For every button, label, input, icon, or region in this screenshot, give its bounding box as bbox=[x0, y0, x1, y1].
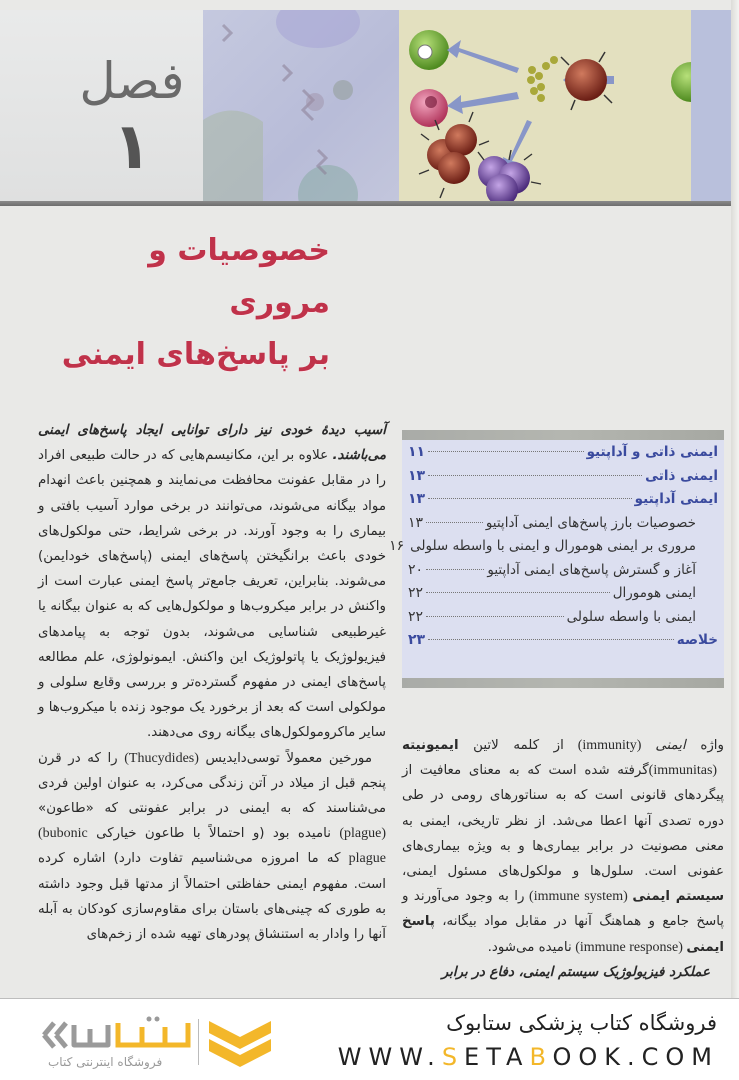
logo-subtitle: فروشگاه اینترنتی کتاب bbox=[48, 1055, 163, 1069]
latin-term: (immunity) bbox=[563, 738, 656, 753]
italic-term: ایمنی bbox=[655, 738, 686, 753]
toc-leader-dots bbox=[428, 498, 632, 499]
toc-item[interactable] bbox=[408, 609, 718, 633]
url-text: ETA bbox=[464, 1043, 530, 1071]
body-text: علاوه بر این، مکانیسم‌هایی که در حالت طبیعی افراد را در مقابل عفونت محافظت می‌نمایند و همچنین باعث انهدام مواد بیگانه می‌شوند، می‌توانند در برخی موارد آسیب بافتی و بیماری را به وجود آورند. در برخی شرایط، حتی مولکول‌های خودی باعث برانگیختن پاسخ‌های ایمنی (پاسخ‌های خودایمن) می‌شوند. بنابراین، تعریف جامع‌تر پاسخ ایمنی عبارت است از واکنش در برابر میکروب‌ها و مولکول‌هایی که به عنوان بیگانه یا غیرطبیعی شناسایی می‌شوند، بدون توجه به پیامدهای فیزیولوژیک یا پاتولوژیک این واکنش. ایمونولوژی، علم مطالعه پاسخ‌های ایمنی در مفهوم گسترده‌تر و بررسی وقایع سلولی و مولکولی است که بعد از برخورد یک موجود زنده با میکروب‌ها و سایر ماکرومولکول‌های بیگانه روی می‌دهند. bbox=[37, 448, 386, 741]
toc-item-label: آغاز و گسترش پاسخ‌های ایمنی آداپتیو bbox=[487, 561, 696, 578]
chapter-number: ۱ bbox=[112, 110, 152, 184]
chapter-title bbox=[60, 225, 330, 381]
url-highlight: B bbox=[529, 1043, 553, 1071]
store-url[interactable] bbox=[338, 1043, 719, 1071]
toc-item-page: ۱۶ bbox=[389, 538, 405, 554]
body-text: از کلمه لاتین bbox=[458, 738, 564, 753]
toc-item-label: ایمنی ذاتی و آداپتیو bbox=[586, 444, 718, 460]
paragraph bbox=[402, 960, 724, 985]
faded-cells-icon bbox=[203, 10, 399, 203]
toc-item-label: ایمنی با واسطه سلولی bbox=[566, 608, 696, 625]
emphasis-text: آسیب دیدهٔ خودی نیز دارای توانایی ایجاد پاسخ‌های ایمنی می‌باشند. bbox=[38, 423, 386, 464]
emphasis-text: عملکرد فیزیولوژیک سیستم ایمنی، دفاع در برابر bbox=[441, 964, 710, 980]
url-highlight: S bbox=[441, 1043, 465, 1071]
toc-leader-dots bbox=[428, 639, 674, 640]
toc-item[interactable] bbox=[408, 444, 718, 468]
chapter-contents-box bbox=[389, 430, 724, 688]
toc-item-page: ۲۰ bbox=[408, 561, 424, 578]
bold-term: ایمیونیته bbox=[402, 738, 459, 753]
latin-term: (plague) bbox=[339, 826, 386, 842]
toc-item[interactable] bbox=[408, 632, 718, 656]
url-text: OOK.COM bbox=[552, 1043, 719, 1071]
toc-item-page: ۲۲ bbox=[408, 608, 424, 625]
toc-item[interactable] bbox=[408, 562, 718, 586]
toc-item-page: ۱۳ bbox=[408, 514, 424, 531]
immune-cells-diagram-icon bbox=[399, 10, 691, 203]
body-text: مورخین معمولاً توسی‌دایدیس bbox=[198, 750, 373, 766]
chapter-title-line1: خصوصیات و مروری bbox=[148, 233, 330, 320]
toc-item-label: ایمنی آداپتیو bbox=[634, 491, 718, 507]
bold-term: سیستم ایمنی bbox=[632, 889, 724, 905]
body-text: را به وجود می‌آورند و پاسخ جامع و هماهنگ آنها در مقابل مواد بیگانه، bbox=[402, 889, 724, 930]
cell-illustration-faded bbox=[203, 10, 399, 203]
immune-response-illustration bbox=[399, 10, 691, 203]
toc-item[interactable] bbox=[389, 538, 718, 562]
toc-item-page: ۲۳ bbox=[408, 632, 426, 648]
chapter-title-line2: بر پاسخ‌های ایمنی bbox=[61, 337, 330, 372]
body-text: را که در قرن پنجم قبل از میلاد در آتن زندگی می‌کرد، به عنوان اولین فردی می‌شناسند که به ایمنی در برابر عفونتی که «طاعون» bbox=[38, 750, 386, 817]
toc-item[interactable] bbox=[408, 468, 718, 492]
url-text: WWW. bbox=[337, 1043, 442, 1071]
body-text: نامیده می‌شود. bbox=[487, 939, 572, 955]
body-column-left bbox=[38, 418, 386, 947]
page-edge bbox=[731, 0, 739, 998]
body-text: واژه bbox=[685, 738, 724, 753]
body-text: که ما امروزه می‌شناسیم تفاوت دارد) اشاره کرده است. مفهوم ایمنی حفاظتی احتمالاً از مدتها قبل وجود داشته به طوری که چینی‌های باستان برای مقاوم‌سازی کودکان به آبله آنها را وادار به استنشاق پودرهای تهیه شده از زخم‌های bbox=[38, 851, 386, 943]
latin-term: (immune response) bbox=[571, 939, 687, 955]
toc-item[interactable] bbox=[408, 491, 718, 515]
toc-item-label: خلاصه bbox=[676, 632, 718, 648]
store-name: فروشگاه کتاب پزشکی ستابوک bbox=[446, 1011, 717, 1035]
toc-item-label: ایمنی هومورال bbox=[612, 585, 696, 601]
body-text: نامیده بود (و احتمالاً با طاعون خیارکی bbox=[87, 826, 340, 842]
latin-term: (bubonic plague bbox=[38, 826, 386, 867]
toc-item-label: مروری بر ایمنی هومورال و ایمنی با واسطه سلولی bbox=[410, 538, 696, 554]
store-banner bbox=[0, 998, 739, 1080]
latin-term: (immunitas) bbox=[648, 763, 725, 779]
toc-item-label: ایمنی ذاتی bbox=[645, 467, 718, 484]
paragraph bbox=[38, 418, 386, 746]
toc-leader-dots bbox=[426, 569, 484, 570]
paragraph bbox=[38, 746, 386, 948]
toc-leader-dots bbox=[428, 451, 583, 452]
toc-bottom-bar bbox=[402, 678, 724, 688]
toc-leader-dots bbox=[426, 592, 610, 593]
toc-item-page: ۱۳ bbox=[408, 491, 426, 507]
toc-top-bar bbox=[402, 430, 724, 440]
toc-item-page: ۱۳ bbox=[408, 467, 426, 484]
logo-divider bbox=[198, 1019, 199, 1065]
toc-leader-dots bbox=[428, 475, 642, 476]
toc-item[interactable] bbox=[408, 585, 718, 609]
chapter-word: فصل bbox=[79, 52, 185, 110]
body-column-right bbox=[402, 733, 724, 985]
toc-item-page: ۲۲ bbox=[408, 585, 424, 601]
header-divider bbox=[0, 201, 739, 206]
latin-term: (Thucydides) bbox=[124, 750, 199, 766]
toc-item[interactable] bbox=[408, 515, 718, 539]
body-text: گرفته شده است که به معنای معافیت از پیگردهای قانونی است که به سناتورهای رومی در طی دوره تصدی آنها اعطا می‌شد. از نظر تاریخی، ایمنی به معنی مصونیت در برابر بیماری‌ها و به ویژه بیماری‌های عفونی است. سلول‌ها و مولکول‌های مسئول ایمنی، bbox=[402, 763, 724, 880]
toc-leader-dots bbox=[426, 522, 483, 523]
latin-term: (immune system) bbox=[524, 889, 633, 905]
toc-leader-dots bbox=[426, 616, 564, 617]
toc-item-page: ۱۱ bbox=[408, 444, 426, 460]
toc-list bbox=[389, 444, 718, 656]
setabook-logo-wordmark-icon[interactable] bbox=[38, 1015, 193, 1053]
setabook-chevron-logo-icon[interactable] bbox=[205, 1017, 275, 1071]
bold-term: پاسخ ایمنی bbox=[402, 914, 724, 955]
paragraph bbox=[402, 733, 724, 960]
toc-item-label: خصوصیات بارز پاسخ‌های ایمنی آداپتیو bbox=[485, 514, 696, 531]
